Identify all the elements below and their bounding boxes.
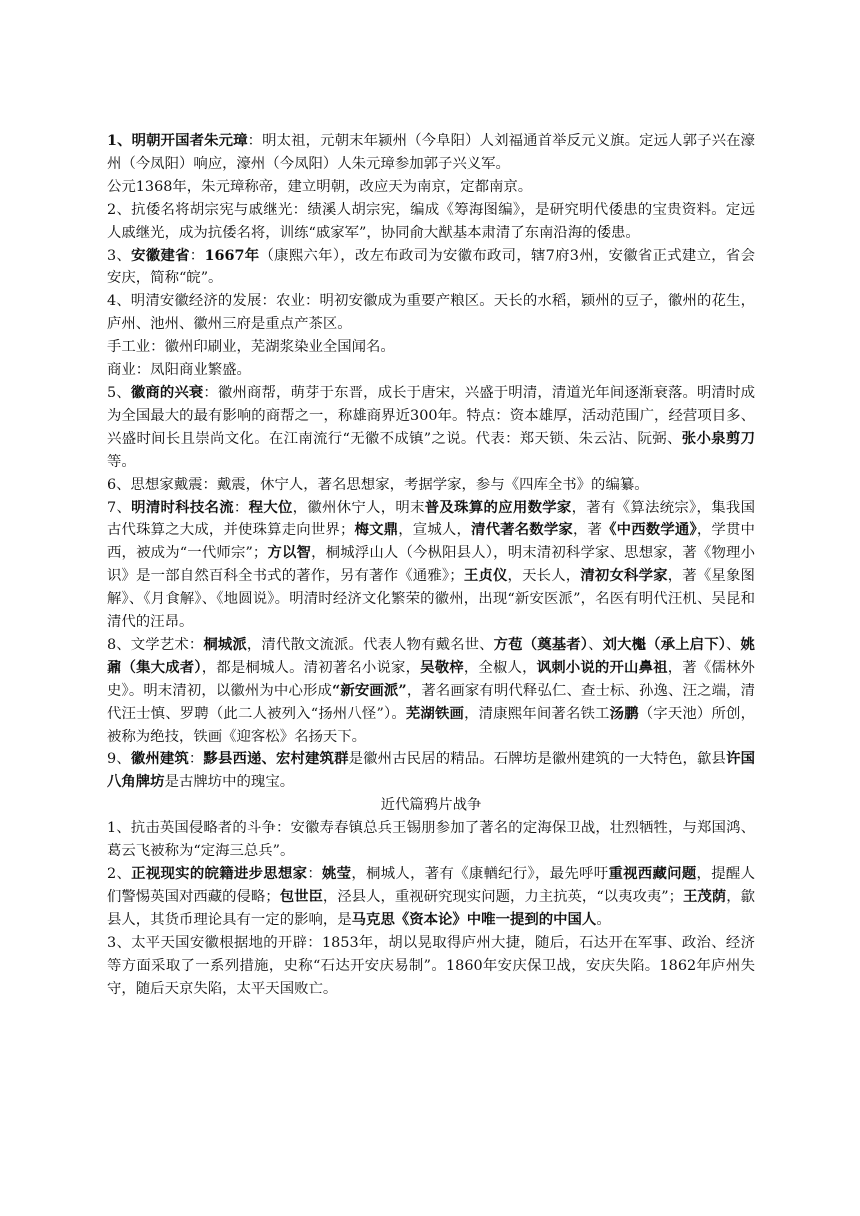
text-run: ，歙县人，其货币理论具有一定的影响，是 <box>107 888 755 928</box>
text-run: 4、明清安徽经济的发展：农业：明初安徽成为重要产粮区。天长的水稻，颍州的豆子，徽州的花生，庐州、池州、徽州三府是重点产茶区。 <box>107 293 755 333</box>
bold-run: 吴敬梓 <box>420 658 464 676</box>
text-run: 2、抗倭名将胡宗宪与戚继光：绩溪人胡宗宪，编成《筹海图编》，是研究明代倭患的宝贵资料。定远人戚继光，成为抗倭名将，训练“戚家军”，协同俞大猷基本肃清了东南沿海的倭患。 <box>107 201 755 241</box>
bold-run: “新安画派” <box>331 681 407 699</box>
bold-run: 包世臣 <box>279 887 323 905</box>
text-run: （字天池）所创，被称为绝技，铁画《迎客松》名扬天下。 <box>107 705 755 745</box>
text-run: 是徽州古民居的精品。石牌坊是徽州建筑的一大特色，歙县 <box>348 751 727 768</box>
text-run: ，著《星象图解》、《月食解》、《地圆说》。明清时经济文化繁荣的徽州，出现“新安医派”，名医有明代汪机、吴昆和清代的汪昂。 <box>107 568 755 631</box>
item-science-figures <box>107 497 755 634</box>
text-run: 5、 <box>107 384 131 401</box>
text-run: ，全椒人， <box>463 659 537 676</box>
item-resist-british <box>107 817 755 863</box>
text-run: 9、 <box>107 751 131 768</box>
text-run: ，宣城人， <box>398 522 472 539</box>
bold-run: 张小泉剪刀 <box>681 429 755 447</box>
bold-run: 刘大櫆（承上启下） <box>602 635 727 653</box>
text-run: 公元1368年，朱元璋称帝，建立明朝，改应天为南京，定都南京。 <box>107 178 533 195</box>
bold-run: 1667年 <box>204 246 260 264</box>
text-run: 。 <box>596 911 611 928</box>
text-run: ，著《儒林外史》。明末清初，以徽州为中心形成 <box>107 659 755 699</box>
text-run: 8、文学艺术： <box>107 636 204 653</box>
bold-run: 马克思《资本论》中唯一提到的中国人 <box>351 910 597 928</box>
text-run: 商业：凤阳商业繁盛。 <box>107 362 251 379</box>
item-literature-art <box>107 634 755 749</box>
text-run: 1、抗击英国侵略者的斗争：安徽寿春镇总兵王锡朋参加了著名的定海保卫战，壮烈牺牲，与郑国鸿、葛云飞被称为“定海三总兵”。 <box>107 820 755 860</box>
bold-run: 姚莹 <box>322 865 352 882</box>
item-anti-japanese-pirates <box>107 199 755 245</box>
text-run: ，清代散文流派。代表人物有戴名世、 <box>246 636 494 653</box>
bold-run: 黟县西递、宏村建筑群 <box>203 750 349 768</box>
text-run: ： <box>188 751 204 768</box>
bold-run: 普及珠算的应用数学家 <box>424 498 572 516</box>
item-economy-handicraft <box>107 336 755 359</box>
bold-run: 桐城派 <box>203 635 247 653</box>
text-run: 等。 <box>107 453 136 470</box>
bold-run: 明清时科技名流 <box>131 498 234 516</box>
text-run: ，泾县人，重视研究现实问题，力主抗英，“以夷攻夷”； <box>322 888 683 905</box>
item-ming-founding <box>107 176 755 199</box>
bold-run: 许国八角牌坊 <box>107 750 755 791</box>
bold-run: 《中西数学通》 <box>602 521 697 539</box>
item-progressive-thinkers <box>107 863 755 932</box>
text-run: ：徽州商帮，萌芽于东晋，成长于唐宋，兴盛于明清，清道光年间逐渐衰落。明清时成为全国最大的最有影响的商帮之一，称雄商界近300年。特点：资本雄厚，活动范围广，经营项目多、兴盛时间长且崇尚文化。在江南流行“无徽不成镇”之说。代表：郑天锁、朱云沾、阮弼、 <box>107 384 755 447</box>
text-run: 3、 <box>107 247 132 264</box>
bold-run: 芜湖铁画 <box>405 704 465 722</box>
text-run: ，学贯中西，被成为“一代师宗”； <box>107 522 755 562</box>
item-economy-agriculture <box>107 290 755 336</box>
item-dai-zhen <box>107 474 755 497</box>
bold-run: 方以智 <box>267 544 312 562</box>
section-title: 近代篇鸦片战争 <box>380 797 482 814</box>
text-run: 6、思想家戴震：戴震，休宁人，著名思想家，考据学家，参与《四库全书》的编纂。 <box>107 476 649 493</box>
bold-run: 正视现实的皖籍进步思想家 <box>131 865 308 882</box>
item-huizhou-architecture <box>107 748 755 794</box>
text-run: 、 <box>726 636 741 653</box>
text-run: ，桐城人，著有《康輶纪行》，最先呼吁 <box>351 866 609 882</box>
text-run: ，著有《算法统宗》，集我国古代珠算之大成，并使珠算走向世界； <box>107 499 755 539</box>
bold-run: 王茂荫 <box>683 887 727 905</box>
text-run: 是古牌坊中的瑰宝。 <box>164 774 295 791</box>
text-run: ： <box>189 247 205 264</box>
bold-run: 梅文鼎 <box>354 521 399 539</box>
text-run: ，天长人， <box>507 568 581 585</box>
text-run: ，清康熙年间著名铁工 <box>464 705 610 722</box>
bold-run: 清初女科学家 <box>580 567 668 585</box>
text-run: 手工业：徽州印刷业，芜湖浆染业全国闻名。 <box>107 339 395 356</box>
item-economy-commerce <box>107 359 755 382</box>
bold-run: 汤鹏 <box>609 704 639 722</box>
text-run: 3、太平天国安徽根据地的开辟：1853年，胡以晃取得庐州大捷，随后，石达开在军事、政治、经济等方面采取了一系列措施，史称“石达开安庆易制”。1860年安庆保卫战，安庆失陷。1862年庐州失守，随后天京失陷，太平天国败亡。 <box>107 934 755 997</box>
bold-run: 方苞（奠基者） <box>493 635 589 653</box>
bold-run: 王贞仪 <box>463 567 508 585</box>
text-run: ，桐城浮山人（今枞阳县人），明末清初科学家、思想家，著《物理小识》是一部自然百科全书式的著作，另有著作《通雅》； <box>107 545 755 585</box>
bold-run: 姚鼐（集大成者） <box>107 635 755 676</box>
text-run: ： <box>307 866 322 882</box>
text-run: （康熙六年），改左布政司为安徽布政司，辖7府3州，安徽省正式建立，省会安庆，简称“皖”。 <box>107 247 755 287</box>
item-taiping-base <box>107 932 755 1001</box>
item-zhu-yuanzhang <box>107 130 755 176</box>
text-run: ，提醒人们警惕英国对西藏的侵略； <box>107 866 755 905</box>
bold-run: 徽商的兴衰 <box>130 383 204 401</box>
bold-run: 程大位 <box>248 498 293 516</box>
bold-run: 重视西藏问题 <box>608 865 697 882</box>
text-run: ： <box>233 499 249 516</box>
text-run: 、 <box>588 636 603 653</box>
text-run: ，著 <box>572 522 603 539</box>
text-run: 7、 <box>107 499 132 516</box>
bold-run: 清代著名数学家 <box>471 521 573 539</box>
bold-run: 徽州建筑 <box>130 750 189 768</box>
text-run: ：明太祖，元朝末年颍州（今阜阳）人刘福通首举反元义旗。定远人郭子兴在濠州（今凤阳）响应，濠州（今凤阳）人朱元璋参加郭子兴义军。 <box>107 133 755 172</box>
item-huizhou-merchants <box>107 382 755 474</box>
bold-run: 安徽建省 <box>131 246 190 264</box>
item-anhui-province <box>107 245 755 291</box>
bold-run: 1、明朝开国者朱元璋 <box>107 132 248 149</box>
text-run: ，都是桐城人。清初著名小说家， <box>201 659 421 676</box>
text-run: ，徽州休宁人，明末 <box>292 499 425 516</box>
document-page <box>107 130 755 1000</box>
bold-run: 讽刺小说的开山鼻祖 <box>536 658 668 676</box>
text-run: ，著名画家有明代释弘仁、查士标、孙逸、汪之端，清代汪士慎、罗聘（此二人被列入“扬州八怪”）。 <box>107 682 755 722</box>
text-run: 2、 <box>107 866 132 882</box>
